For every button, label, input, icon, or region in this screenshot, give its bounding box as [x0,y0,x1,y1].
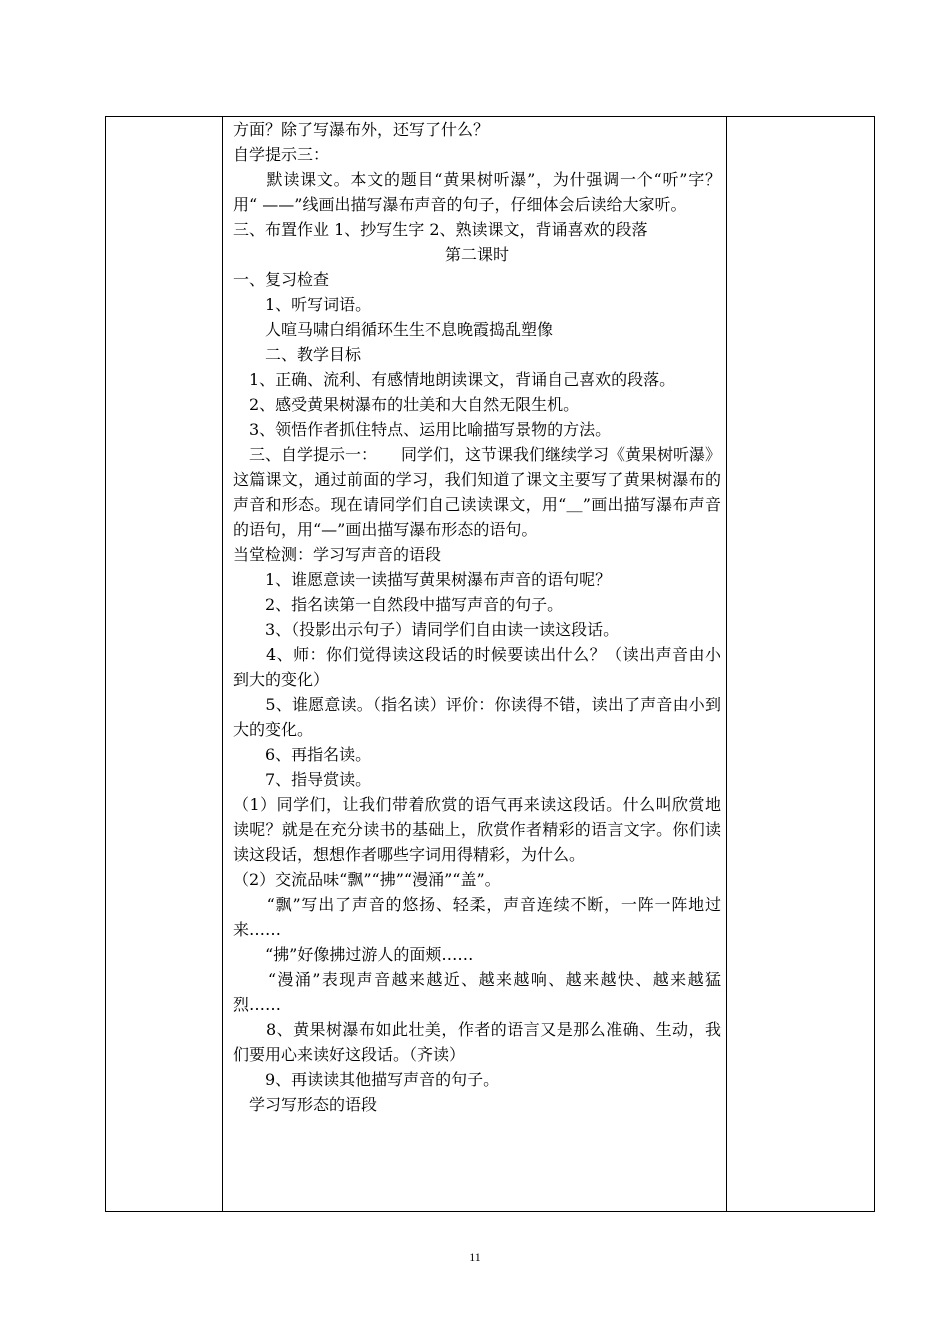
sub-step-1: （1）同学们，让我们带着欣赏的语气再来读这段话。什么叫欣赏地读呢？就是在充分读书的基础上，欣赏作者精彩的语言文字。你们读读这段话，想想作者哪些字词用得精彩，为什么。 [233,795,721,864]
paragraph-self-study-1: 三、自学提示一： 同学们，这节课我们继续学习《黄果树听瀑》这篇课文，通过前面的学习，我们知道了课文主要写了黄果树瀑布的声音和形态。现在请同学们自己读读课文，用“＿”画出描写瀑布声音的语句，用“—”画出描写瀑布形态的语句。 [233,445,722,539]
objective-1: 1、正确、流利、有感情地朗读课文，背诵自己喜欢的段落。 [233,370,676,389]
page-number: 11 [469,1250,481,1264]
step-2: 2、指名读第一自然段中描写声音的句子。 [233,595,564,614]
text-line: 方面？除了写瀑布外，还写了什么？ [233,120,490,139]
step-6: 6、再指名读。 [233,745,372,764]
step-3: 3、（投影出示句子）请同学们自由读一读这段话。 [233,620,620,639]
step-5: 5、谁愿意读。（指名读）评价：你读得不错，读出了声音由小到大的变化。 [233,695,721,739]
step-4: 4、师：你们觉得读这段话的时候要读出什么？（读出声音由小到大的变化） [233,645,721,689]
step-1: 1、谁愿意读一读描写黄果树瀑布声音的语句呢？ [233,570,612,589]
section-title-second-lesson: 第二课时 [444,245,509,264]
step-7: 7、指导赏读。 [233,770,372,789]
homework-line: 三、布置作业 1、抄写生字 2、熟读课文，背诵喜欢的段落 [233,220,648,239]
lesson-content [233,117,721,1117]
paragraph-self-study-3: 默读课文。本文的题目“黄果树听瀑”，为什强调一个“听”字？用“ ——”线画出描写瀑布声音的句子，仔细体会后读给大家听。 [233,170,721,214]
heading-form-passage: 学习写形态的语段 [233,1095,378,1114]
word-note-piao: “飘”写出了声音的悠扬、轻柔，声音连续不断，一阵一阵地过来…… [233,895,721,939]
step-9: 9、再读读其他描写声音的句子。 [233,1070,500,1089]
text-line: 1、听写词语。 [233,295,372,314]
word-note-fu: “拂”好像拂过游人的面颊…… [233,945,474,964]
heading-self-study-3: 自学提示三： [233,145,330,164]
step-8: 8、黄果树瀑布如此壮美，作者的语言又是那么准确、生动，我们要用心来读好这段话。（齐读） [233,1020,721,1064]
heading-classroom-check: 当堂检测：学习写声音的语段 [233,545,442,564]
heading-review: 一、复习检查 [233,270,330,289]
objective-2: 2、感受黄果树瀑布的壮美和大自然无限生机。 [233,395,580,414]
column-divider-right [726,117,727,1211]
lesson-table [105,116,875,1212]
sub-step-2: （2）交流品味“飘”“拂”“漫涌”“盖”。 [233,870,501,889]
word-note-manyong: “漫涌”表现声音越来越近、越来越响、越来越快、越来越猛烈…… [233,970,721,1014]
heading-objectives: 二、教学目标 [233,345,362,364]
vocabulary-line: 人喧马啸白绢循环生生不息晚霞捣乱塑像 [233,320,554,339]
objective-3: 3、领悟作者抓住特点、运用比喻描写景物的方法。 [233,420,612,439]
column-divider-left [222,117,223,1211]
